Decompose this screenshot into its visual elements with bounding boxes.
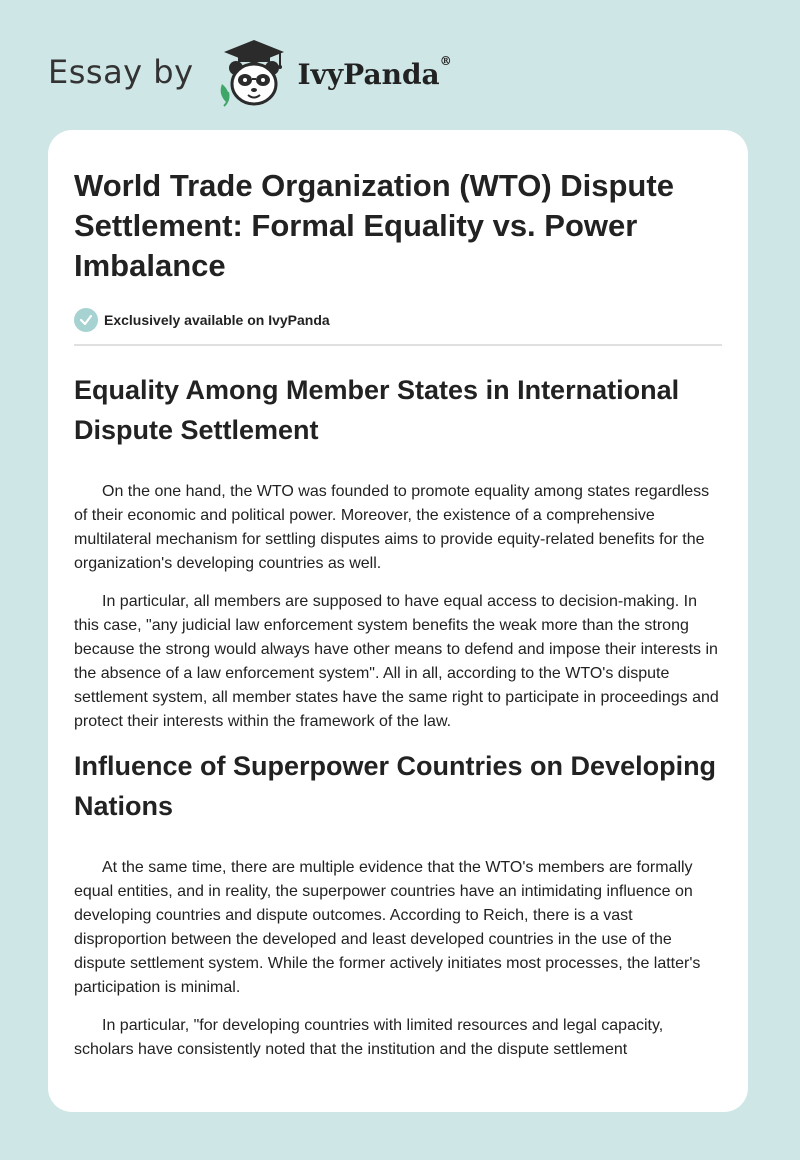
paragraph: On the one hand, the WTO was founded to promote equality among states regardless of their economic and political power. Moreover, the existence of a comprehensive multilateral mechanism for settling disputes aims to provide equity-related benefits for the organization's developing countries as well. [74, 483, 710, 572]
section-heading: Equality Among Member States in International Dispute Settlement [74, 375, 680, 445]
paragraph: In particular, "for developing countries with limited resources and legal capacity, scholars have consistently noted that the institution and the dispute settlement [74, 1017, 664, 1058]
site-header [48, 32, 452, 112]
check-icon [74, 308, 98, 332]
paragraph: In particular, all members are supposed to have equal access to decision-making. In this case, "any judicial law enforcement system benefits the weak more than the strong because the strong would always have other means to defend and impose their interests in the absence of a law enforcement system". All in all, according to the WTO's dispute settlement system, all member states have the same right to participate in proceedings and protect their interests within the framework of the law. [74, 593, 719, 730]
ivypanda-logo-icon[interactable] [212, 32, 292, 112]
exclusive-badge [74, 308, 722, 346]
paragraph: At the same time, there are multiple evidence that the WTO's members are formally equal entities, and in reality, the superpower countries have an intimidating influence on developing countries and dispute outcomes. According to Reich, there is a vast disproportion between the developed and least developed countries in the use of the dispute settlement system. While the former actively initiates most processes, the latter's participation is minimal. [74, 859, 701, 996]
section-heading: Influence of Superpower Countries on Developing Nations [74, 751, 717, 821]
exclusive-label: Exclusively available on IvyPanda [104, 312, 330, 328]
essay-card [48, 130, 748, 1112]
page-title: World Trade Organization (WTO) Dispute Settlement: Formal Equality vs. Power Imbalance [74, 168, 674, 283]
brand-name[interactable]: IvyPanda® [297, 53, 452, 91]
essay-by-label: Essay by [48, 53, 194, 91]
